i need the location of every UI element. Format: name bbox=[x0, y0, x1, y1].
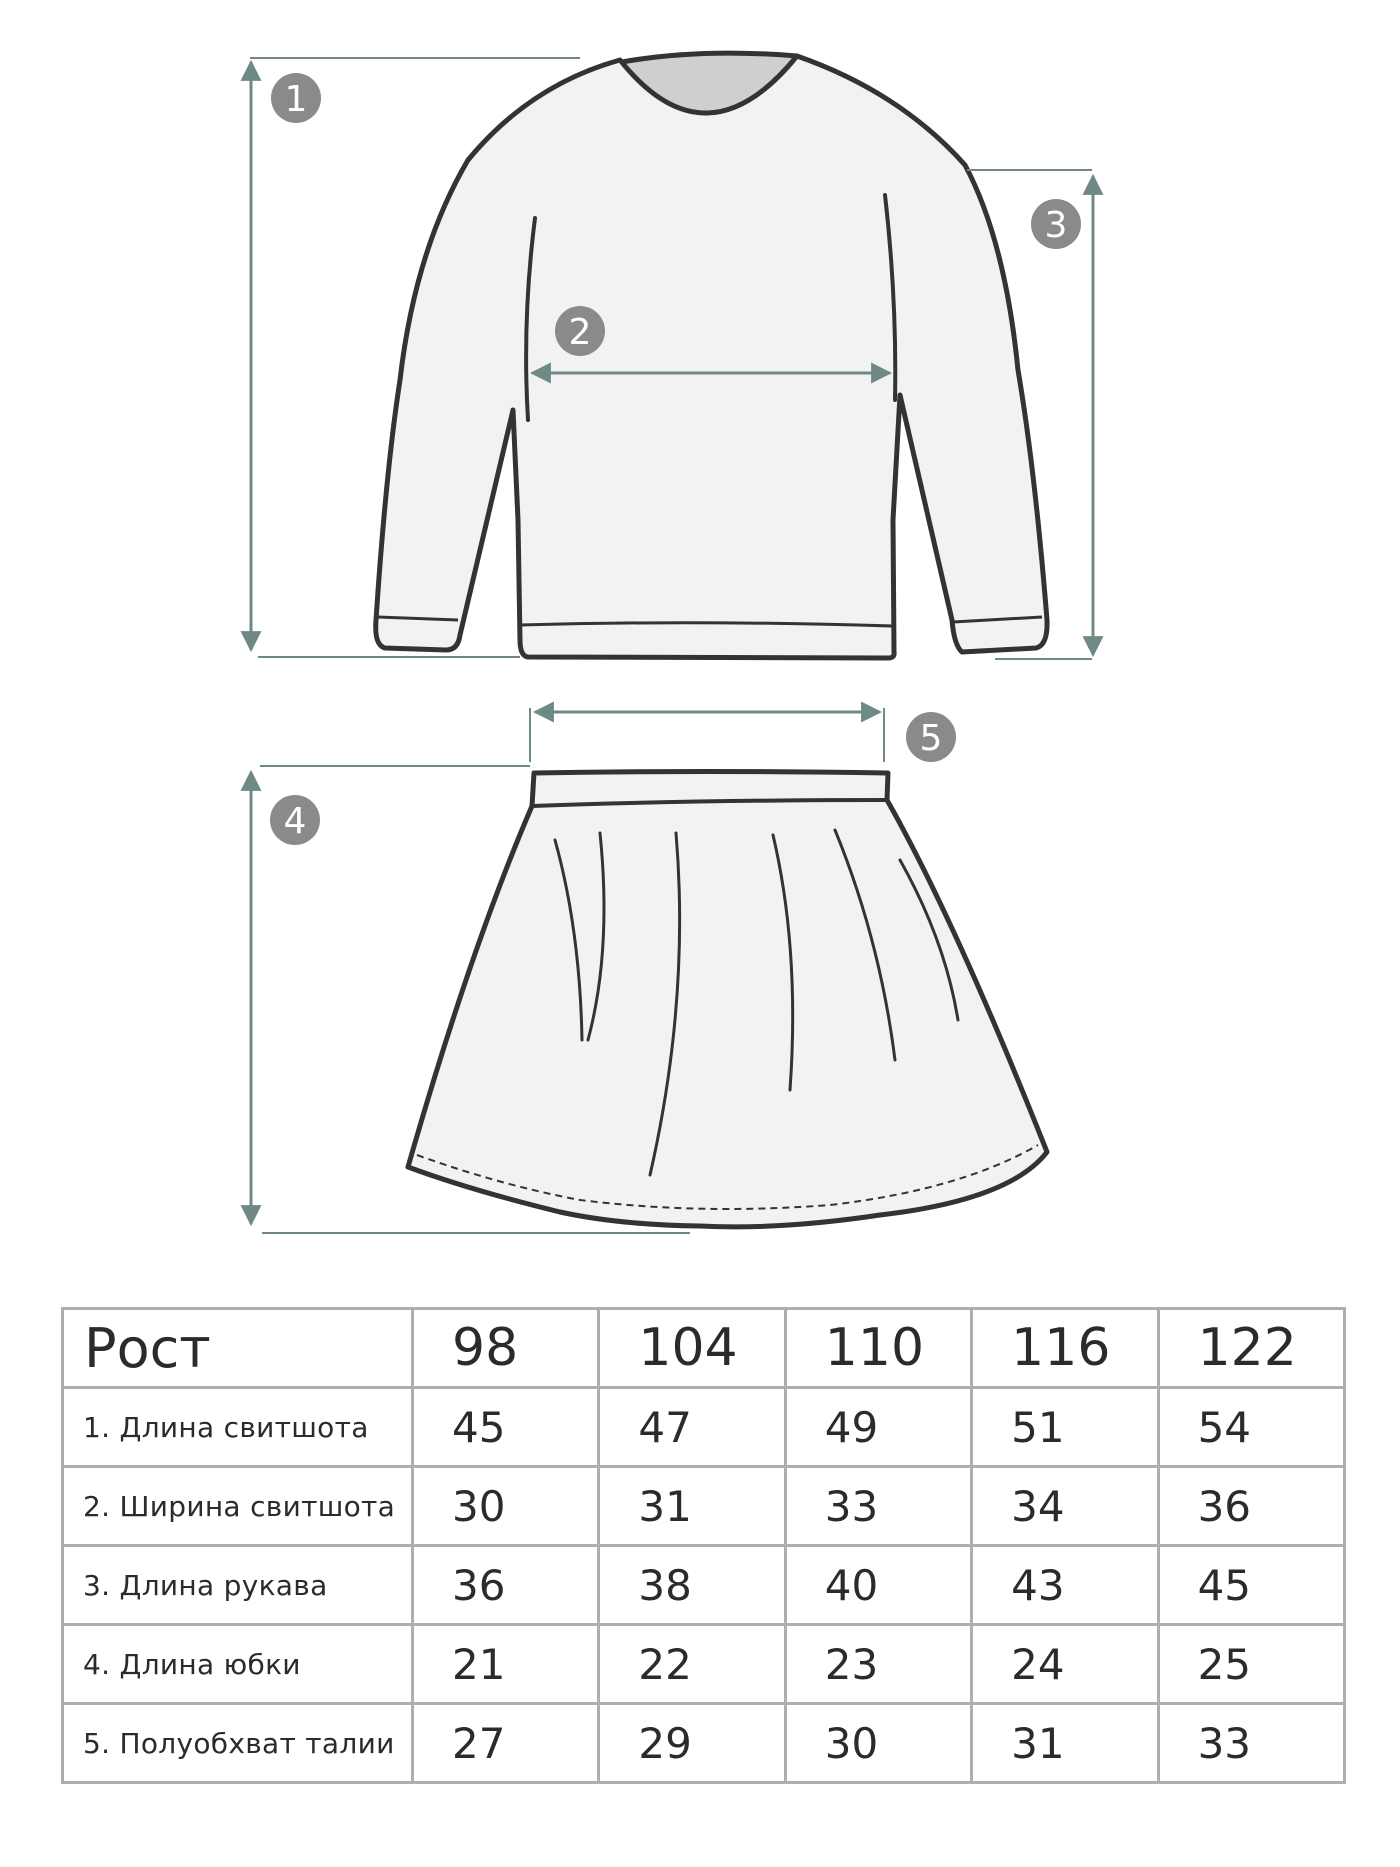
marker-badge-4-number: 4 bbox=[283, 801, 307, 842]
marker-badge-4 bbox=[270, 795, 320, 845]
table-row bbox=[63, 1704, 1345, 1783]
table-cell: 30 bbox=[785, 1704, 971, 1783]
table-cell: 23 bbox=[785, 1625, 971, 1704]
skirt-drawing bbox=[408, 772, 1047, 1227]
table-cell: 25 bbox=[1158, 1625, 1344, 1704]
table-row bbox=[63, 1546, 1345, 1625]
row-label: 2. Ширина свитшота bbox=[63, 1467, 413, 1546]
table-cell: 54 bbox=[1158, 1388, 1344, 1467]
marker-badge-5-number: 5 bbox=[919, 718, 943, 759]
marker-badge-2 bbox=[555, 306, 605, 356]
row-label: 1. Длина свитшота bbox=[63, 1388, 413, 1467]
marker-badge-2-number: 2 bbox=[568, 312, 592, 353]
marker-badge-1 bbox=[271, 73, 321, 123]
size-header-cell: 122 bbox=[1158, 1309, 1344, 1388]
table-cell: 22 bbox=[599, 1625, 785, 1704]
table-cell: 33 bbox=[1158, 1704, 1344, 1783]
table-cell: 33 bbox=[785, 1467, 971, 1546]
table-cell: 31 bbox=[972, 1704, 1158, 1783]
table-cell: 36 bbox=[1158, 1467, 1344, 1546]
row-label: 5. Полуобхват талии bbox=[63, 1704, 413, 1783]
table-row bbox=[63, 1388, 1345, 1467]
table-cell: 51 bbox=[972, 1388, 1158, 1467]
table-cell: 38 bbox=[599, 1546, 785, 1625]
marker-badge-3-number: 3 bbox=[1044, 205, 1068, 246]
size-header-cell: 98 bbox=[413, 1309, 599, 1388]
skirt-outline bbox=[408, 772, 1047, 1227]
table-cell: 45 bbox=[413, 1388, 599, 1467]
marker-badge-3 bbox=[1031, 199, 1081, 249]
row-label: 3. Длина рукава bbox=[63, 1546, 413, 1625]
size-header-row bbox=[63, 1309, 1345, 1388]
table-cell: 24 bbox=[972, 1625, 1158, 1704]
size-header-cell: 104 bbox=[599, 1309, 785, 1388]
table-cell: 27 bbox=[413, 1704, 599, 1783]
table-cell: 29 bbox=[599, 1704, 785, 1783]
marker-badge-5 bbox=[906, 712, 956, 762]
table-cell: 49 bbox=[785, 1388, 971, 1467]
marker-badge-1-number: 1 bbox=[284, 79, 308, 120]
table-cell: 40 bbox=[785, 1546, 971, 1625]
table-cell: 31 bbox=[599, 1467, 785, 1546]
sweatshirt-drawing bbox=[376, 53, 1047, 658]
table-cell: 34 bbox=[972, 1467, 1158, 1546]
row-label: 4. Длина юбки bbox=[63, 1625, 413, 1704]
sweatshirt-outline bbox=[376, 56, 1047, 658]
size-header-cell: 116 bbox=[972, 1309, 1158, 1388]
table-cell: 43 bbox=[972, 1546, 1158, 1625]
table-row bbox=[63, 1467, 1345, 1546]
height-header-label: Рост bbox=[63, 1309, 413, 1388]
table-cell: 21 bbox=[413, 1625, 599, 1704]
table-row bbox=[63, 1625, 1345, 1704]
size-chart-table bbox=[61, 1307, 1346, 1784]
table-cell: 36 bbox=[413, 1546, 599, 1625]
size-header-cell: 110 bbox=[785, 1309, 971, 1388]
table-cell: 47 bbox=[599, 1388, 785, 1467]
table-cell: 45 bbox=[1158, 1546, 1344, 1625]
table-cell: 30 bbox=[413, 1467, 599, 1546]
